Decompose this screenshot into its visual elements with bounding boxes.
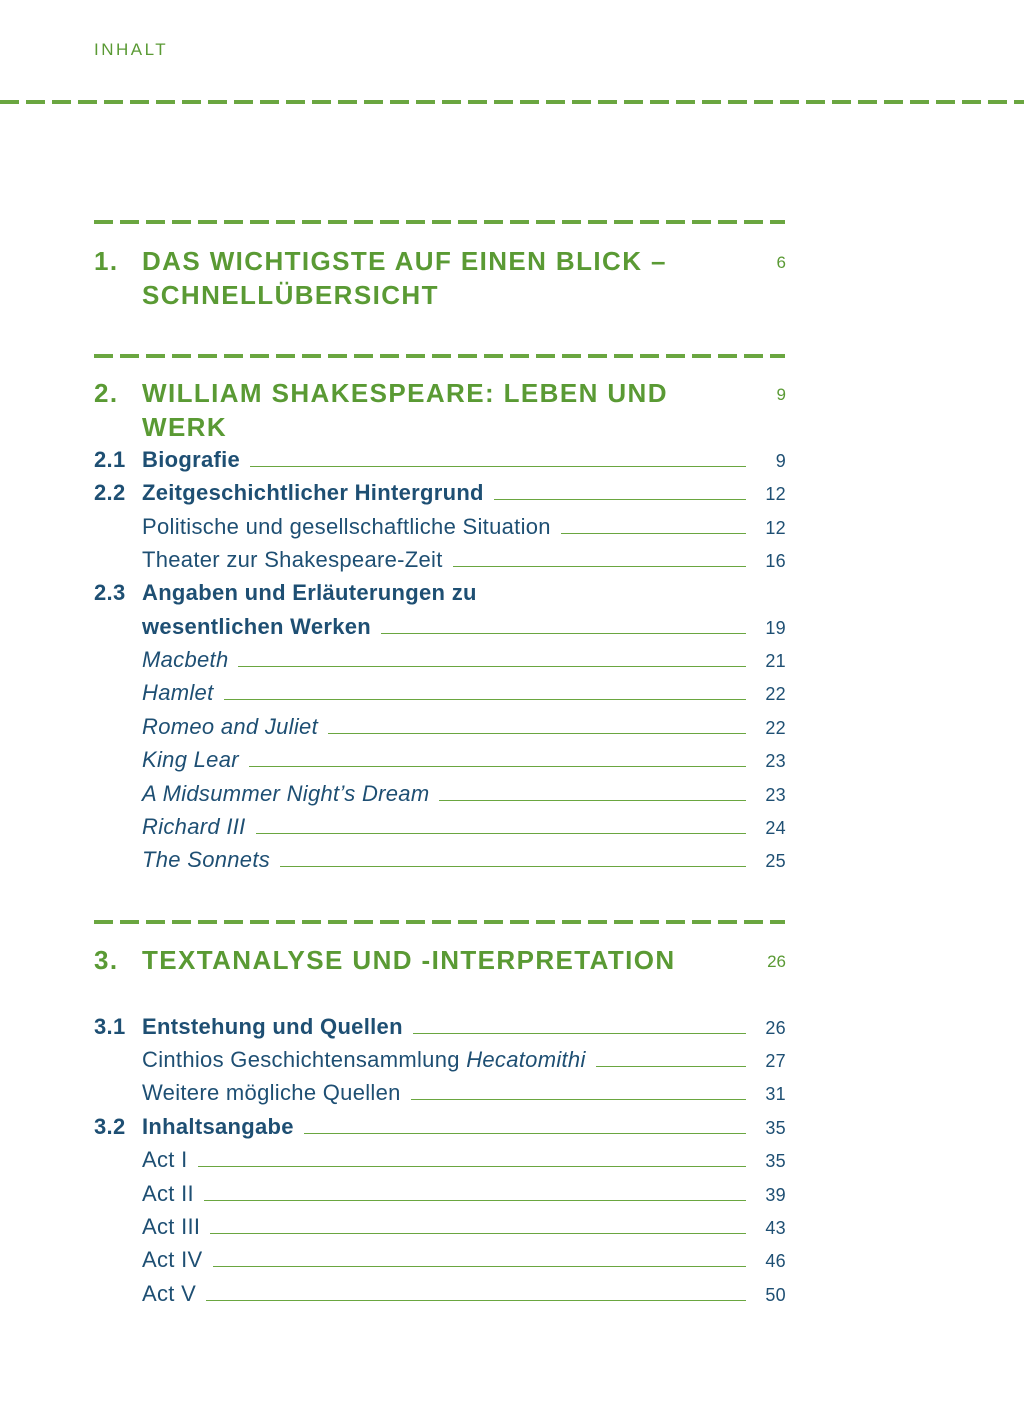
leader-line: [413, 1033, 746, 1034]
leader-line: [213, 1266, 747, 1267]
entry-page: 39: [765, 1185, 786, 1205]
chapter-1-number: 1.: [94, 246, 119, 276]
entry-number: 3.1: [94, 1014, 126, 1039]
entry-page: 22: [765, 684, 786, 704]
entry-title: Weitere mögliche Quellen: [142, 1080, 401, 1105]
entry-title: Hamlet: [142, 680, 214, 705]
chapter-2-dashed-rule: [94, 354, 785, 358]
toc-entry-act-ii[interactable]: [142, 1181, 786, 1211]
toc-entry-king-lear[interactable]: [142, 747, 786, 777]
entry-number: 2.3: [94, 580, 126, 605]
entry-title: Act V: [142, 1281, 197, 1306]
leader-line: [494, 499, 746, 500]
entry-page: 35: [765, 1118, 786, 1138]
entry-page: 25: [765, 851, 786, 871]
entry-title: Act I: [142, 1147, 188, 1172]
entry-title: Politische und gesellschaftliche Situation: [142, 514, 551, 539]
toc-entry-cinthio[interactable]: [142, 1047, 786, 1077]
leader-line: [198, 1166, 746, 1167]
entry-page: 22: [765, 718, 786, 738]
entry-number: 2.2: [94, 480, 126, 505]
running-head: INHALT: [94, 40, 169, 59]
entry-title: Richard III: [142, 814, 246, 839]
leader-line: [249, 766, 746, 767]
toc-entry-politische-situation[interactable]: [142, 514, 786, 544]
entry-title-italic: Hecatomithi: [466, 1047, 586, 1072]
entry-page: 50: [765, 1285, 786, 1305]
entry-page: 46: [765, 1251, 786, 1271]
toc-entry-sonnets[interactable]: [142, 847, 786, 877]
leader-line: [561, 533, 746, 534]
chapter-2-number: 2.: [94, 378, 119, 408]
entry-title: Inhaltsangabe: [142, 1114, 294, 1139]
entry-number: 2.1: [94, 447, 126, 472]
chapter-1-dashed-rule: [94, 220, 785, 224]
leader-line: [280, 866, 746, 867]
entry-number: 3.2: [94, 1114, 126, 1139]
leader-line: [210, 1233, 746, 1234]
entry-title: Entstehung und Quellen: [142, 1014, 403, 1039]
entry-title: Act III: [142, 1214, 201, 1239]
toc-entry-2-3-line1[interactable]: [94, 580, 786, 610]
entry-title: Biografie: [142, 447, 241, 472]
toc-entry-weitere-quellen[interactable]: [142, 1080, 786, 1110]
entry-title: Romeo and Juliet: [142, 714, 319, 739]
toc-entry-2-1[interactable]: [94, 447, 786, 477]
toc-entry-richard-iii[interactable]: [142, 814, 786, 844]
toc-entry-2-3-line2[interactable]: [142, 614, 786, 644]
entry-page: 24: [765, 818, 786, 838]
entry-title: wesentlichen Werken: [142, 614, 372, 639]
toc-entry-act-iii[interactable]: [142, 1214, 786, 1244]
leader-line: [304, 1133, 746, 1134]
entry-page: 43: [765, 1218, 786, 1238]
entry-title: Act IV: [142, 1247, 203, 1272]
entry-page: 27: [765, 1051, 786, 1071]
leader-line: [381, 633, 746, 634]
chapter-3-dashed-rule: [94, 920, 785, 924]
leader-line: [328, 733, 746, 734]
leader-line: [453, 566, 746, 567]
toc-entry-2-2[interactable]: [94, 480, 786, 510]
chapter-3-page: 26: [767, 952, 786, 971]
leader-line: [256, 833, 746, 834]
entry-page: 12: [765, 484, 786, 504]
toc-entry-3-1[interactable]: [94, 1014, 786, 1044]
leader-line: [238, 666, 746, 667]
leader-line: [206, 1300, 746, 1301]
entry-page: 26: [765, 1018, 786, 1038]
entry-page: 12: [765, 518, 786, 538]
entry-page: 9: [775, 451, 786, 471]
entry-title: Theater zur Shakespeare-Zeit: [142, 547, 443, 572]
entry-page: 19: [765, 618, 786, 638]
chapter-3-number: 3.: [94, 945, 119, 975]
entry-title: King Lear: [142, 747, 239, 772]
entry-page: 23: [765, 785, 786, 805]
header-dashed-rule: [0, 100, 1024, 104]
entry-title: Zeitgeschichtlicher Hintergrund: [142, 480, 484, 505]
entry-page: 23: [765, 751, 786, 771]
toc-entry-romeo-juliet[interactable]: [142, 714, 786, 744]
toc-entry-macbeth[interactable]: [142, 647, 786, 677]
toc-entry-act-v[interactable]: [142, 1281, 786, 1311]
leader-line: [250, 466, 746, 467]
leader-line: [411, 1099, 746, 1100]
leader-line: [204, 1200, 746, 1201]
chapter-2-title[interactable]: WILLIAM SHAKESPEARE: LEBEN UND WERK: [142, 378, 668, 442]
entry-title: A Midsummer Night’s Dream: [142, 781, 430, 806]
leader-line: [439, 800, 746, 801]
leader-line: [596, 1066, 746, 1067]
chapter-1-title[interactable]: DAS WICHTIGSTE AUF EINEN BLICK – SCHNELLÜBERSICHT: [142, 246, 667, 310]
toc-entry-theater[interactable]: [142, 547, 786, 577]
toc-entry-3-2[interactable]: [94, 1114, 786, 1144]
entry-title: The Sonnets: [142, 847, 271, 872]
entry-page: 16: [765, 551, 786, 571]
chapter-2-page: 9: [776, 385, 786, 404]
toc-entry-hamlet[interactable]: [142, 680, 786, 710]
entry-page: 35: [765, 1151, 786, 1171]
entry-title: Macbeth: [142, 647, 229, 672]
chapter-3-title[interactable]: TEXTANALYSE UND -INTERPRETATION: [142, 945, 676, 975]
toc-entry-act-iv[interactable]: [142, 1247, 786, 1277]
chapter-1-page: 6: [776, 253, 786, 272]
entry-page: 31: [765, 1084, 786, 1104]
toc-entry-midsummer[interactable]: [142, 781, 786, 811]
entry-title-roman: Cinthios Geschichtensammlung: [142, 1047, 460, 1072]
toc-entry-act-i[interactable]: [142, 1147, 786, 1177]
entry-page: 21: [765, 651, 786, 671]
entry-title: Act II: [142, 1181, 194, 1206]
entry-title: [142, 1047, 586, 1073]
leader-line: [224, 699, 747, 700]
entry-title-line1: Angaben und Erläuterungen zu: [142, 580, 477, 605]
